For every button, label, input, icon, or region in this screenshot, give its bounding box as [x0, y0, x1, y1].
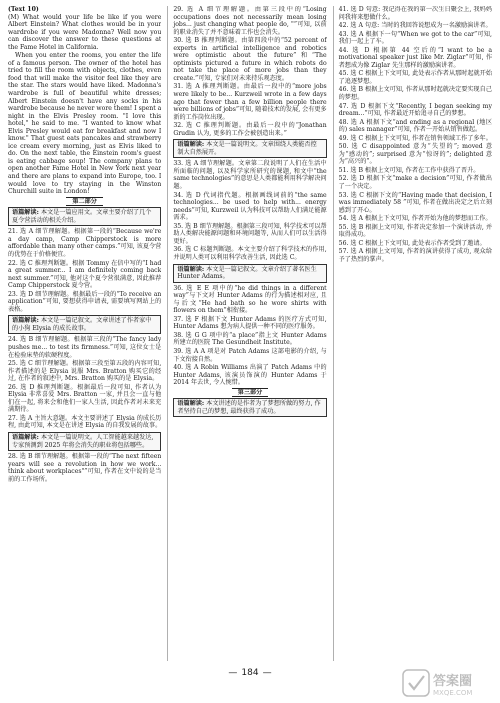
- passage-paragraph: (M) What would your life be like if you were Albert Einstein? What clothes would be in your wardrobe if you were Madonna? Well now you can discover the answer to these questions at the Fame Hotel in California.: [8, 13, 162, 51]
- column-1: [8, 6, 161, 661]
- answer-item: 21. 选 A 细节理解题。根据第一段的“Because we're a day camp, Camp Chipperstock is more affordable than many other camps.”可知, 该夏令营的优势在于价格便宜。: [8, 228, 162, 258]
- reading-note: 语篇解读: 本文是一篇记叙文。文章讲述了作者家中的小狗 Elysia 的成长故事。: [8, 315, 161, 334]
- answer-item: 27. 选 A 主旨大意题。本文主要讲述了 Elysia 的成长历程, 由此可知, 本文是在讲述 Elysia 的自我发展的故事。: [8, 414, 162, 430]
- answer-item: 25. 选 C 细节理解题。根据第三段至第五段的内容可知, 作者描述的是 Elysia 说服 Mrs. Bratton 购买它的经过, 在作者的叙述中, Mrs. Bratton 购买的是 Elysia。: [8, 360, 162, 383]
- answer-item: 48. 选 A 根据下文“and ending as a regional (地区的) sales manager”可知, 作者一开始从销售做起。: [338, 118, 492, 134]
- answer-item: 24. 选 B 细节理解题。根据第三段的“The fancy lady pushes me... to test its firmness.”可知, 这位女士是在检验床垫的软硬程度。: [8, 336, 162, 359]
- column-3: [333, 6, 492, 661]
- answer-item: 44. 选 D 根据第 44 空后的“I want to be a motivational speaker just like Mr. Ziglar”可知, 作者想成为像 Ziglar 先生那样的激励演讲者。: [338, 46, 492, 69]
- watermark-text: 答案圈: [433, 674, 473, 689]
- answer-item: 46. 选 B 根据上文可知, 作者从那时起就决定要实现自己的梦想。: [338, 86, 492, 102]
- section-title: 第二部分: [8, 198, 161, 206]
- passage-paragraph: When you enter the rooms, you enter the life of a famous person. The owner of the hotel has tried to fill the room with objects, clothes, even food that will make the visitor feel like they are the star. The stars would have liked. Madonna's wardrobe is full of beautiful white dresses; Albert Einstein doesn't have any socks in his wardrobe because he never wore them! I spent a night in the Elvis Presley room. "I love this hotel," he said to me. "I wanted to know what Elvis Presley would eat for breakfast and now I know." That guest eats pancakes and strawberry ice cream every morning, just as Elvis liked to do. On the next table, the Einstein room's guest is eating cabbage soup! The company plans to open another Fame Hotel in New York next year and there are plans to expand into Europe, too. I would love to try staying in the Winston Churchill suite in London!: [8, 52, 162, 196]
- answer-item: 45. 选 C 根据上下文可知, 此处表示作者从那时起就开始了追逐梦想。: [338, 70, 492, 85]
- reading-note: 语篇解读: 本文是一篇记叙文。文章介绍了著名医生 Hunter Adams。: [173, 264, 326, 283]
- answer-item: 37. 选 F 根据下文 Hunter Adams 的医疗方式可知, Hunter Adams 想为病人提供一种不同的医疗服务。: [173, 315, 327, 331]
- answer-item: 28. 选 B 细节理解题。根据第一段的“The next fifteen years will see a revolution in how we work... think about workplaces"”可知, 作者在文中说的是当前的工作场所。: [8, 453, 162, 483]
- answer-item: 50. 选 C disappointed 意为“失望的”; moved 意为“感动的”; surprised 意为“惊讶的”; delighted 意为“高兴的”。: [338, 143, 492, 166]
- answer-item: 55. 选 B 根据上文可知, 作者决定参加一个演讲活动, 并取得成功。: [338, 223, 492, 239]
- section-title: 第三部分: [173, 389, 326, 397]
- answer-item: 56. 选 C 根据上下文可知, 此处表示作者受到了邀请。: [338, 239, 486, 247]
- answer-item: 53. 选 C 根据下文的“Having made that decision, I was immediately 58 ”可知, 作者在做出决定之后立刻感到了开心。: [338, 191, 492, 214]
- text-heading: (Text 10): [8, 6, 39, 13]
- answer-item: 26. 选 D 推理判断题。根据最后一段可知, 作者认为 Elysia 非常喜爱 Mrs. Bratton 一家, 并且会一直与他们在一起, 将来会和他们一家人生活, 因此作者对未来充满期待。: [8, 383, 162, 414]
- answer-item: 52. 选 D 根据下文“make a decision”可知, 作者做出了一个决定。: [338, 175, 492, 191]
- watermark-logo: [402, 667, 494, 699]
- answer-item: 54. 选 A 根据上下文可知, 作者开始为他的梦想而工作。: [338, 215, 492, 223]
- watermark-subtext: MXQE.COM: [433, 689, 473, 697]
- answer-columns: [8, 6, 492, 661]
- answer-item: 30. 选 B 推理判断题。由第四段中的“52 percent of experts in artificial intelligence and robotics were optimistic about the future”和“The optimists pictured a future in which robots do not take the place of more jobs than they create.”可知, 专家们对未来持乐观态度。: [173, 37, 327, 82]
- answer-item: 39. 选 A A 项是对 Patch Adams 这部电影的介绍, 与下文衔接自然。: [173, 347, 327, 363]
- reading-note: 语篇解读: 本文是一篇应用文。文章主要介绍了几个夏令营活动的相关介绍。: [8, 207, 161, 226]
- reading-note: 语篇解读: 本文是一篇说明文。文章围绕人类能否控制大自然展开。: [173, 139, 326, 158]
- reading-note: 语篇解读: 本文讲述的是作者为了梦想所做的努力, 作者坚持自己的梦想, 最终获得了成功。: [173, 398, 326, 417]
- answer-item: 34. 选 D 代词指代题。根据画线词前的“the same technologies... be used to help with... energy needs”可知, Kurzweil 认为科技可以帮助人们满足能源需求。: [173, 191, 327, 222]
- answer-item: 29. 选 A 细节理解题。由第三段中的“Losing occupations does not necessarily mean losing jobs... just changing what people do, "”可知, 以前的职业消失了并不意味着工作也会消失。: [173, 6, 327, 36]
- answer-item: 22. 选 C 推理判断题。根据 Tommy 在信中写的“I had a great summer... I am definitely coming back next summer.”可知, 他对这个夏令营很满意, 因此推荐 Camp Chipperstock 夏令营。: [8, 259, 162, 290]
- answer-item: 32. 选 C 推理判断题。由最后一段中的“Jonathan Grudin 认为, 更多的工作会被创造出来。”: [173, 122, 327, 137]
- answer-item: 51. 选 B 根据上文可知, 作者在工作中获得了晋升。: [338, 166, 480, 174]
- column-2: [167, 6, 326, 661]
- answer-item: 47. 选 D 根据下文“Recently, I began seeking my dream...”可知, 作者最近开始追寻自己的梦想。: [338, 102, 492, 118]
- answer-item: 49. 选 C 根据上下文可知, 作者在销售领域工作了多年。: [338, 134, 492, 142]
- answer-item: 57. 选 A 根据上文可知, 作者的演讲获得了成功, 观众给予了热烈的掌声。: [338, 248, 492, 263]
- answer-item: 33. 选 A 细节理解题。文章第二段说明了人们在生活中所面临的问题, 以及科学家所研究的课题, 和文中“the same technologies”的意思是人类都能利用科学解决问题。: [173, 160, 327, 191]
- answer-item: 35. 选 B 细节理解题。根据第三段可知, 科学技术可以帮助人类解决能源问题和环境问题等, 从而人们可以生活得更好。: [173, 222, 327, 245]
- answer-item: 36. 选 C 标题判断题。本文主要介绍了科学技术的作用, 并说明人类可以利用科学改善生活, 因此选 C。: [173, 246, 327, 261]
- answer-item: 41. 选 D 句意: 我记得在我的第一次生日聚会上, 我妈妈问我将来想做什么。: [338, 6, 492, 21]
- answer-item: 31. 选 A 推理判断题。由最后一段中的“more jobs were likely to be... Kurzweil wrote in a few days ago that fewer than a few billion people there were billions of jobs”可知, 随着技术的发展, 会有更多新的工作岗位出现。: [173, 83, 327, 121]
- reading-note: 语篇解读: 本文是一篇说明文。人工智能越来越发达, 专家预测到 2025 年将会消失的职业将包括哪些。: [8, 432, 161, 451]
- answer-item: 43. 选 A 根据下一句“When we got to the car”可知, 我们一起上了车。: [338, 30, 492, 46]
- answer-item: 23. 选 D 细节理解题。根据最后一段的“To receive an application”可知, 要想获得申请表, 需要填写网站上的表格。: [8, 290, 162, 313]
- answer-item: 42. 选 A 句意: 当时的我回答说想成为一名激励演讲者。: [338, 22, 492, 30]
- answer-item: 40. 选 A Robin Williams 出演了 Patch Adams 中的 Hunter Adams, 该演员饰演的 Hunter Adams 于 2014 年去世, 令人惋惜。: [173, 364, 327, 387]
- answer-item: 36. 选 E E 项中的“he did things in a different way”与下文对 Hunter Adams 的行为描述相对应, 且与后文“He had bath so he wore shirts with flowers on them”相衔接。: [173, 284, 327, 315]
- page-number: — 184 —: [0, 668, 500, 678]
- answer-item: 38. 选 G G 项中的“a place”指上文 Hunter Adams 所建立的医院 The Gesundheit Institute。: [173, 331, 327, 347]
